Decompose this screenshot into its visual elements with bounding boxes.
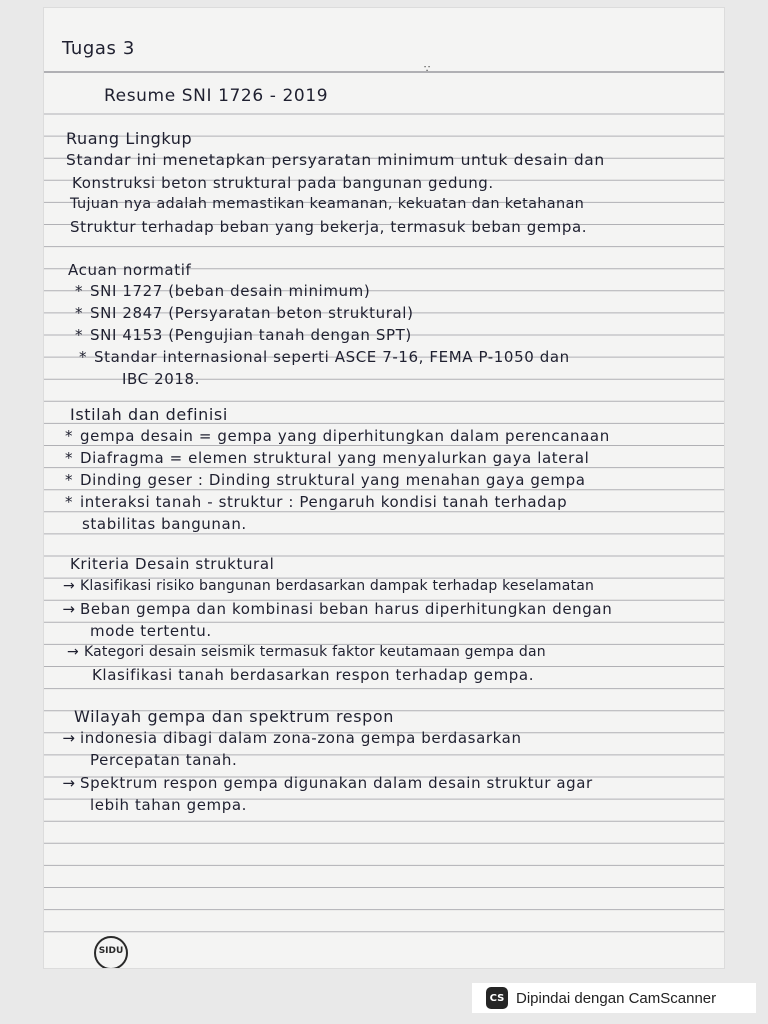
bullet-asterisk: * [74,282,84,300]
bullet-asterisk: * [64,493,74,511]
list-item [58,578,594,594]
list-item [62,644,546,660]
bullet-asterisk: * [64,449,74,467]
list-item-text: Beban gempa dan kombinasi beban harus diperhitungkan dengan [80,600,613,618]
list-item-text: Spektrum respon gempa digunakan dalam desain struktur agar [80,774,593,792]
text-line: Tujuan nya adalah memastikan keamanan, kekuatan dan ketahanan [70,196,585,212]
bullet-arrow-icon: → [62,729,76,747]
bullet-asterisk: * [74,326,84,344]
list-item-text: interaksi tanah - struktur : Pengaruh kondisi tanah terhadap [80,493,568,511]
page-mark: ∵ [424,64,431,75]
list-item [58,493,567,511]
bullet-arrow-icon: → [62,774,76,792]
list-item [72,348,570,366]
text-line: IBC 2018. [122,370,201,388]
text-line: lebih tahan gempa. [90,796,248,814]
text-line: Standar ini menetapkan persyaratan minimum untuk desain dan [66,151,605,169]
text-line: Konstruksi beton struktural pada bangunan gedung. [72,174,494,192]
bullet-asterisk: * [78,348,88,366]
bullet-arrow-icon: → [63,578,75,594]
bullet-asterisk: * [64,427,74,445]
list-item [58,449,589,467]
page-title: Resume SNI 1726 - 2019 [104,86,329,106]
list-item-text: Dinding geser : Dinding struktural yang menahan gaya gempa [80,471,586,489]
list-item-text: SNI 4153 (Pengujian tanah dengan SPT) [90,326,412,344]
list-item [58,427,610,445]
camscanner-logo-icon: CS [486,987,508,1009]
page-label: Tugas 3 [62,38,135,59]
list-item [58,471,586,489]
list-item-text: SNI 1727 (beban desain minimum) [90,282,371,300]
section-heading-istilah-definisi: Istilah dan definisi [70,405,228,424]
notebook-brand-stamp: SIDU [94,936,128,968]
list-item-text: gempa desain = gempa yang diperhitungkan dalam perencanaan [80,427,610,445]
text-line: Klasifikasi tanah berdasarkan respon terhadap gempa. [92,666,535,684]
section-heading-acuan-normatif: Acuan normatif [68,261,192,279]
list-item [68,326,412,344]
list-item-text: Diafragma = elemen struktural yang menyalurkan gaya lateral [80,449,590,467]
list-item-text: Standar internasional seperti ASCE 7-16, FEMA P-1050 dan [94,348,570,366]
text-line: Percepatan tanah. [90,751,238,769]
list-item [68,304,414,322]
list-item [58,729,522,747]
bullet-asterisk: * [64,471,74,489]
text-line: stabilitas bangunan. [82,515,247,533]
list-item [58,600,612,618]
bullet-arrow-icon: → [67,644,79,660]
section-heading-kriteria-desain: Kriteria Desain struktural [70,555,275,573]
text-line: mode tertentu. [90,622,212,640]
bullet-asterisk: * [74,304,84,322]
list-item-text: SNI 2847 (Persyaratan beton struktural) [90,304,414,322]
bullet-arrow-icon: → [62,600,76,618]
notebook-page [44,8,724,968]
list-item-text: Klasifikasi risiko bangunan berdasarkan dampak terhadap keselamatan [80,578,595,594]
list-item-text: Kategori desain seismik termasuk faktor keutamaan gempa dan [84,644,546,660]
list-item-text: indonesia dibagi dalam zona-zona gempa berdasarkan [80,729,522,747]
list-item [68,282,370,300]
camscanner-watermark [472,983,756,1013]
section-heading-ruang-lingkup: Ruang Lingkup [66,129,193,148]
watermark-text: Dipindai dengan CamScanner [516,989,717,1007]
section-heading-wilayah-gempa: Wilayah gempa dan spektrum respon [74,707,395,726]
list-item [58,774,593,792]
text-line: Struktur terhadap beban yang bekerja, termasuk beban gempa. [70,218,588,236]
